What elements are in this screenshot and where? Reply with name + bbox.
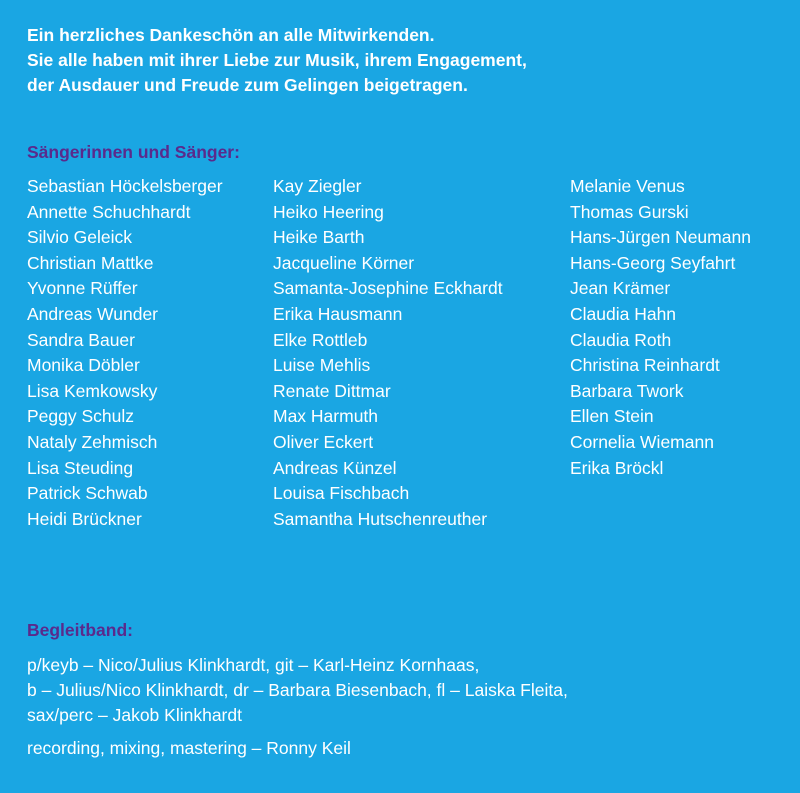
singer-name: Jacqueline Körner (273, 252, 415, 273)
band-heading: Begleitband: (27, 620, 133, 640)
band-line: sax/perc – Jakob Klinkhardt (27, 705, 242, 725)
singer-name: Monika Döbler (27, 355, 140, 376)
singer-name: Samantha Hutschenreuther (273, 508, 488, 529)
singer-name: Heike Barth (273, 227, 365, 248)
singer-name: Renate Dittmar (273, 380, 391, 401)
singer-name: Yvonne Rüffer (27, 278, 138, 299)
singer-name: Louisa Fischbach (273, 483, 410, 504)
intro-line: Sie alle haben mit ihrer Liebe zur Musik, ihrem Engagement, (27, 50, 527, 70)
singer-name: Heidi Brückner (27, 508, 142, 529)
singer-name: Luise Mehlis (273, 355, 371, 376)
singer-name: Lisa Kemkowsky (27, 380, 158, 401)
singers-column-1 (27, 174, 223, 532)
singers-column-2 (273, 174, 503, 532)
band-line: b – Julius/Nico Klinkhardt, dr – Barbara Biesenbach, fl – Laiska Fleita, (27, 680, 568, 700)
production-credit: recording, mixing, mastering – Ronny Keil (27, 738, 351, 758)
singer-name: Ellen Stein (570, 406, 654, 427)
singer-name: Thomas Gurski (570, 201, 689, 222)
singer-name: Andreas Künzel (273, 457, 397, 478)
singer-name: Christian Mattke (27, 252, 154, 273)
singer-name: Kay Ziegler (273, 176, 362, 196)
singer-name: Peggy Schulz (27, 406, 135, 427)
singer-name: Hans-Jürgen Neumann (570, 227, 751, 248)
singer-name: Max Harmuth (273, 406, 379, 427)
intro-line: der Ausdauer und Freude zum Gelingen beigetragen. (27, 75, 468, 95)
singer-name: Sandra Bauer (27, 329, 135, 350)
singer-name: Lisa Steuding (27, 457, 134, 478)
singer-name: Sebastian Höckelsberger (27, 176, 223, 196)
singer-name: Oliver Eckert (273, 431, 374, 452)
singers-column-3 (570, 174, 751, 481)
singer-name: Patrick Schwab (27, 483, 148, 504)
singer-name: Nataly Zehmisch (27, 431, 158, 452)
singer-name: Claudia Hahn (570, 303, 677, 324)
singer-name: Erika Bröckl (570, 457, 664, 478)
singer-name: Andreas Wunder (27, 303, 159, 324)
singers-heading: Sängerinnen und Sänger: (27, 142, 240, 162)
thank-you-intro (27, 23, 767, 98)
singer-name: Cornelia Wiemann (570, 431, 714, 452)
singer-name: Annette Schuchhardt (27, 201, 191, 222)
band-credits (27, 653, 568, 761)
band-line: p/keyb – Nico/Julius Klinkhardt, git – Karl-Heinz Kornhaas, (27, 655, 480, 675)
singer-name: Jean Krämer (570, 278, 671, 299)
singer-name: Samanta-Josephine Eckhardt (273, 278, 503, 299)
singer-name: Silvio Geleick (27, 227, 133, 248)
singer-name: Christina Reinhardt (570, 355, 720, 376)
singer-name: Heiko Heering (273, 201, 384, 222)
singer-name: Elke Rottleb (273, 329, 368, 350)
singer-name: Melanie Venus (570, 176, 685, 196)
singer-name: Claudia Roth (570, 329, 672, 350)
singer-name: Barbara Twork (570, 380, 684, 401)
singer-name: Erika Hausmann (273, 303, 403, 324)
singer-name: Hans-Georg Seyfahrt (570, 252, 736, 273)
intro-line: Ein herzliches Dankeschön an alle Mitwirkenden. (27, 25, 435, 45)
